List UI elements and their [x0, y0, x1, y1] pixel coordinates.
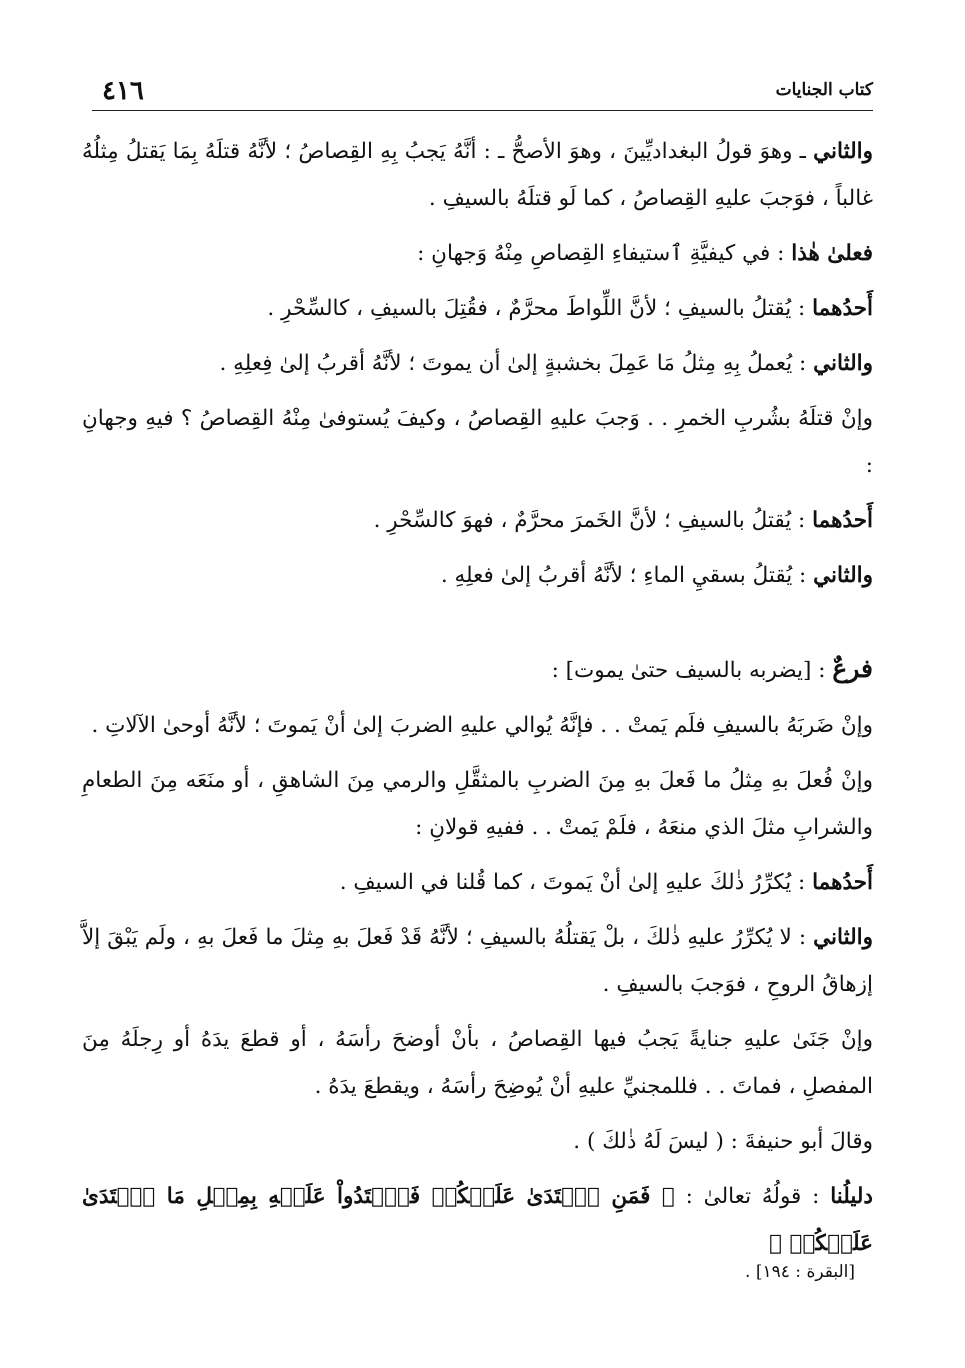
- paragraph-text: : في كيفيَّةِ ٱستيفاءِ القِصاصِ مِنْهُ وَجهانِ :: [417, 241, 792, 266]
- paragraph: [82, 1173, 873, 1267]
- paragraph-text: : يُقتلُ بسقيِ الماءِ ؛ لأنَّهُ أقربُ إلىٰ فعلِهِ .: [440, 563, 814, 588]
- paragraph-text: : يُقتلُ بالسيفِ ؛ لأنَّ الخَمرَ محرَّمٌ ، فهوَ كالسِّحْرِ .: [373, 508, 813, 533]
- paragraph-text: وإنْ فُعلَ بهِ مِثلُ ما فَعلَ بهِ مِنَ الضربِ بالمثقَّلِ والرمي مِنَ الشاهقِ ، أو منَعَه مِنَ الطعامِ والشرابِ مثلَ الذي منعَهُ ، فلَمْ يَمتْ . . ففيهِ قولانِ :: [82, 768, 873, 840]
- footnote: [البقرة : ١٩٤] .: [745, 1262, 855, 1282]
- paragraph: [82, 645, 873, 694]
- paragraph-label: فرعٌ: [832, 654, 873, 683]
- paragraph-text: : قولُهُ تعالىٰ :: [674, 1184, 831, 1209]
- paragraph: [82, 395, 873, 489]
- paragraph: [82, 914, 873, 1008]
- paragraph-label: فعلىٰ هٰذا: [791, 241, 873, 266]
- paragraph: [82, 340, 873, 387]
- paragraph-text: وإنْ قتلَهُ بشُربِ الخمرِ . . وَجبَ عليهِ القِصاصُ ، وكيفَ يُستوفىٰ مِنْهُ القِصاصُ ؟ فيهِ وجهانِ :: [82, 406, 873, 478]
- paragraph: [82, 497, 873, 544]
- paragraph-label: والثاني: [813, 925, 873, 950]
- page-number: ٤١٦: [102, 76, 144, 106]
- paragraph-label: دليلُنا: [830, 1184, 874, 1209]
- paragraph-text: ـ وهوَ قولُ البغداديِّينَ ، وهوَ الأصحُّ ـ : أنَّهُ يَجبُ بِهِ القِصاصُ ؛ لأنَّهُ قتلَهُ بِمَا يَقتلُ مِثلُهُ غالباً ، فوَجبَ عليهِ القِصاصُ ، كما لَو قتلَهُ بالسيفِ .: [82, 139, 873, 211]
- paragraph-label: والثاني: [813, 351, 873, 376]
- paragraph-text: : يُقتلُ بالسيفِ ؛ لأنَّ اللِّواطَ محرَّمٌ ، فقُتِلَ بالسيفِ ، كالسِّحْرِ .: [267, 296, 813, 321]
- paragraph-text: وقالَ أبو حنيفةَ : ( ليسَ لَهُ ذٰلكَ ) .: [573, 1129, 873, 1154]
- paragraph-label: أَحدُهما: [812, 508, 873, 533]
- paragraph-label: أَحدُهما: [812, 870, 873, 895]
- paragraph-label: أَحدُهما: [812, 296, 873, 321]
- paragraph-text: : يُعملُ بِهِ مِثلُ مَا عَمِلَ بخشبةٍ إلىٰ أن يموتَ ؛ لأنَّهُ أقربُ إلىٰ فِعلِهِ .: [219, 351, 814, 376]
- paragraph: [82, 1118, 873, 1165]
- quran-verse: ﴿ فَمَنِ ٱعۡتَدَىٰ عَلَيۡكُمۡ فَٱعۡتَدُواْ عَلَيۡهِ بِمِثۡلِ مَا ٱعۡتَدَىٰ عَلَيۡكُمۡ ﴾: [82, 1184, 873, 1256]
- paragraph: [82, 128, 873, 222]
- paragraph-text: وإنْ ضَربَهُ بالسيفِ فلَم يَمتْ . . فإنَّهُ يُوالي عليهِ الضربَ إلىٰ أنْ يَموتَ ؛ لأنَّهُ أوحىٰ الآلاتِ .: [91, 713, 873, 738]
- paragraph: [82, 702, 873, 749]
- paragraph: [82, 859, 873, 906]
- paragraph: [82, 285, 873, 332]
- paragraph-text: : لا يُكرِّرُ عليهِ ذٰلكَ ، بلْ يَقتلُهُ بالسيفِ ؛ لأنَّهُ قَدْ فَعلَ بهِ مِثلَ ما فَعلَ بهِ ، ولَم يَبْقَ إلاَّ إزهاقُ الروحِ ، فوَجبَ بالسيفِ .: [82, 925, 873, 997]
- paragraph: [82, 1016, 873, 1110]
- paragraph: [82, 230, 873, 277]
- paragraph-text: : [يضربه بالسيف حتىٰ يموت] :: [551, 658, 833, 683]
- paragraph: [82, 552, 873, 599]
- paragraph-text: : يُكرِّرُ ذٰلكَ عليهِ إلىٰ أنْ يَموتَ ، كما قُلنا في السيفِ .: [339, 870, 813, 895]
- paragraph-text: وإنْ جَنَىٰ عليهِ جنايةً يَجبُ فيها القِصاصُ ، بأنْ أوضحَ رأسَهُ ، أو قطعَ يدَهُ أو رِجلَهُ مِنَ المفصلِ ، فماتَ . . فللمجنيِّ عليهِ أنْ يُوضِحَ رأسَهُ ، ويقطعَ يدَهُ .: [82, 1027, 873, 1099]
- paragraph-label: والثاني: [813, 139, 873, 164]
- page-header: [92, 70, 873, 111]
- paragraph: [82, 757, 873, 851]
- body-text: [82, 128, 873, 1275]
- paragraph-label: والثاني: [813, 563, 873, 588]
- book-title: كتاب الجنايات: [775, 80, 873, 100]
